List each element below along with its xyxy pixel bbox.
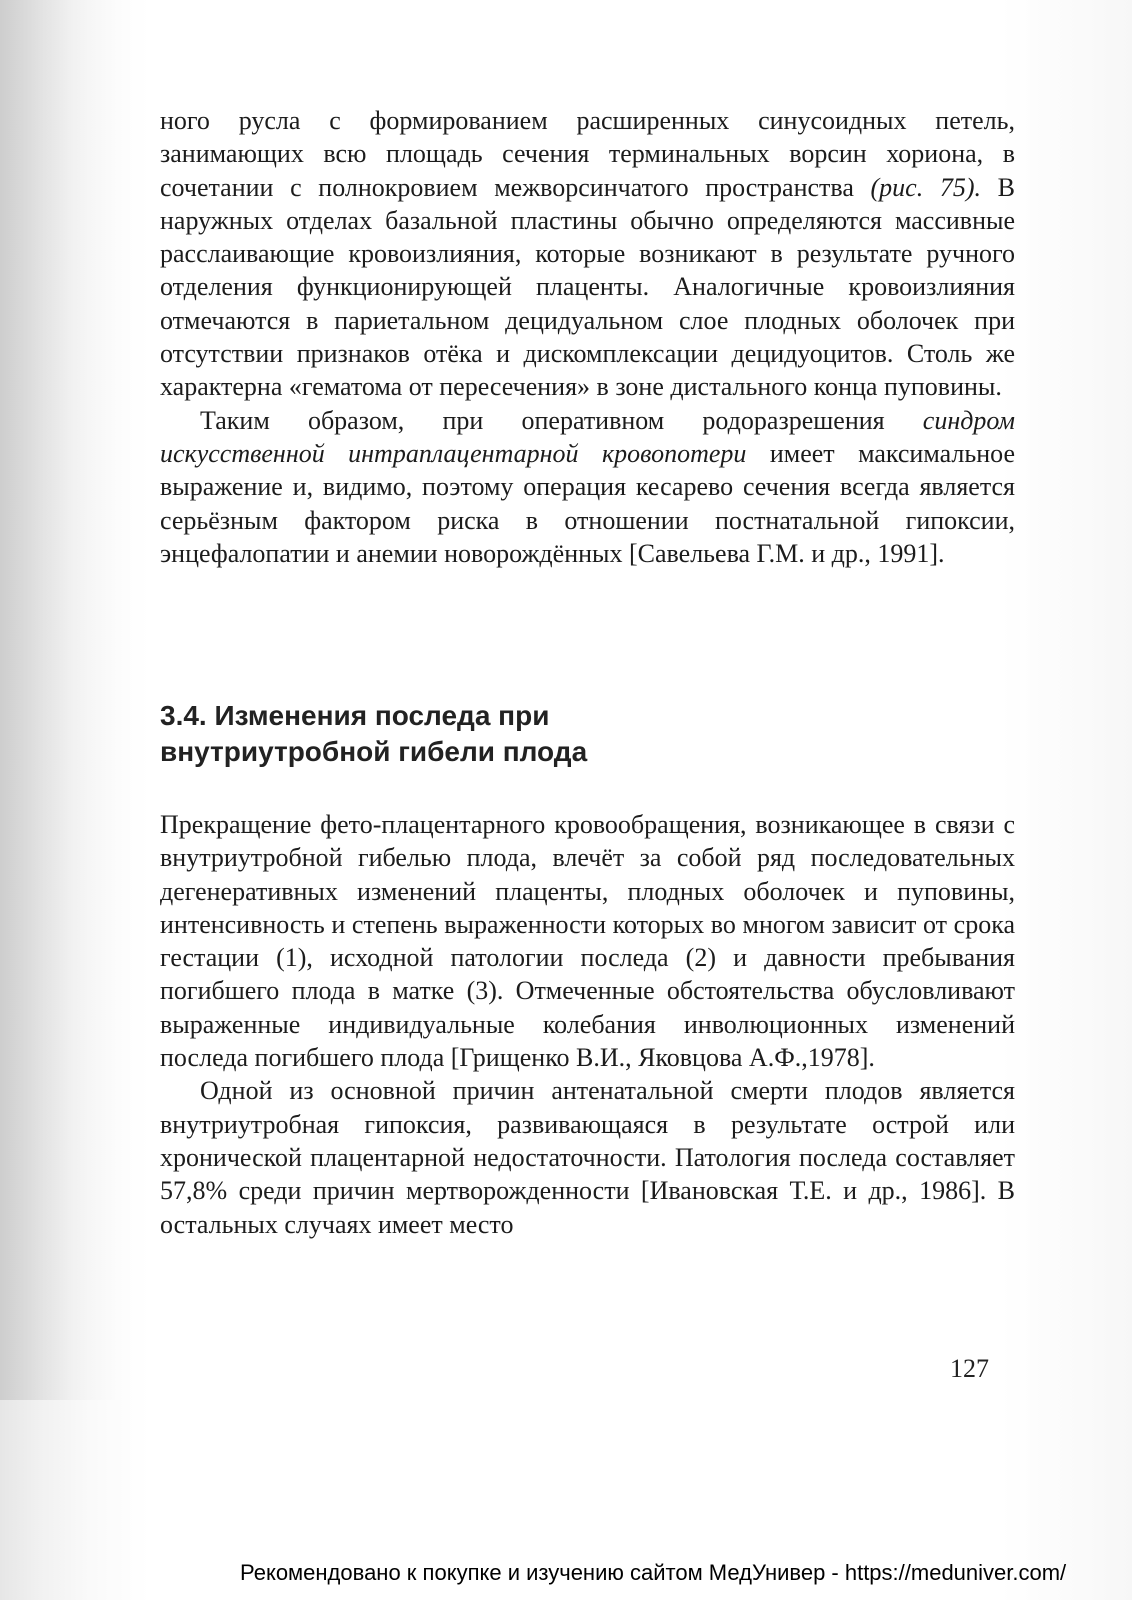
paragraph-text: В наружных отделах базальной пластины обычно определяются массивные расслаивающие кровоизлияния, которые возникают в результате ручного отделения функционирующей плаценты. Аналогичные кровоизлияния отмечаются в париетальном децидуальном слое плодных оболочек при отсутствии признаков отёка и дискомплексации децидуоцитов. Столь же характерна «гематома от пересечения» в зоне дистального конца пуповины. (160, 172, 1016, 402)
text-block-top (160, 104, 1015, 570)
section-heading (160, 698, 860, 770)
paragraph (160, 1074, 1015, 1240)
paragraph (160, 104, 1015, 404)
footer-recommendation: Рекомендовано к покупке и изучению сайтом МедУнивер - https://meduniver.com/ (240, 1560, 1067, 1585)
section-heading-line-1: 3.4. Изменения последа при (160, 700, 550, 731)
paragraph-text: имеет максимальное выражение и, видимо, поэтому операция кесарево сечения всегда является серьёзным фактором риска в отношении постнатальной гипоксии, энцефалопатии и анемии новорождённых [Савельева Г.М. и др., 1991]. (160, 438, 1015, 568)
paragraph (160, 404, 1015, 570)
figure-reference: (рис. 75). (870, 172, 982, 202)
paragraph-text: ного русла с формированием расширенных синусоидных петель, занимающих всю площадь сечения терминальных ворсин хориона, в сочетании с полнокровием межворсинчатого пространства (160, 106, 1015, 202)
page-number: 127 (950, 1354, 989, 1383)
italic-term: синдром искусственной интраплацентарной кровопотери (160, 405, 1015, 468)
paragraph-text: Одной из основной причин антенатальной смерти плодов является внутриутробная гипоксия, развивающаяся в результате острой или хронической плацентарной недостаточности. Патология последа составляет 57,8% среди причин мертворожденности [Ивановская Т.Е. и др., 1986]. В остальных случаях имеет место (160, 1076, 1015, 1239)
section-heading-line-2: внутриутробной гибели плода (160, 736, 588, 767)
paragraph-text: Таким образом, при оперативном родоразрешения (200, 405, 923, 435)
text-block-bottom (160, 808, 1015, 1241)
paragraph (160, 808, 1015, 1074)
scan-edge-shadow (0, 0, 120, 1400)
paragraph-text: Прекращение фето-плацентарного кровообращения, возникающее в связи с внутриутробной гибелью плода, влечёт за собой ряд последовательных дегенеративных изменений плаценты, плодных оболочек и пуповины, интенсивность и степень выраженности которых во многом зависит от срока гестации (1), исходной патологии последа (2) и давности пребывания погибшего плода в матке (3). Отмеченные обстоятельства обусловливают выраженные индивидуальные колебания инволюционных изменений последа погибшего плода [Грищенко В.И., Яковцова А.Ф.,1978]. (160, 810, 1015, 1073)
